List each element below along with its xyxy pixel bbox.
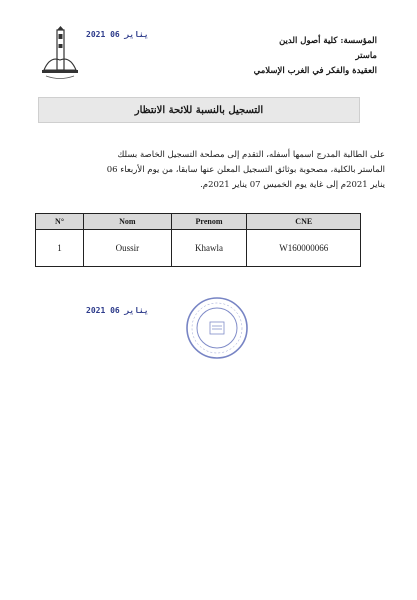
column-header-nom: Nom — [84, 214, 172, 230]
faculty-seal-icon — [184, 295, 250, 361]
column-header-prenom: Prenom — [171, 214, 247, 230]
cell-prenom: Khawla — [171, 230, 247, 267]
waiting-list-table — [35, 213, 361, 267]
specialty-name: العقيدة والفكر في الغرب الإسلامي — [253, 66, 377, 76]
date-stamp-top: 2021 يناير 06 — [86, 30, 149, 39]
program-name: ماستر — [355, 51, 377, 61]
faculty-logo-icon — [38, 26, 82, 88]
table-row — [36, 230, 361, 267]
notice-paragraph — [28, 148, 385, 193]
cell-number: 1 — [36, 230, 84, 267]
institution-name: المؤسسة: كلية أصول الدين — [279, 36, 377, 46]
cell-cne: W160000066 — [247, 230, 361, 267]
document-title: التسجيل بالنسبة للائحة الانتظار — [38, 97, 360, 123]
date-stamp-bottom: 2021 يناير 06 — [86, 306, 149, 315]
institution-header — [157, 34, 377, 79]
notice-line-3: يناير 2021م إلى غاية يوم الخميس 07 يناير 2021م. — [200, 180, 385, 190]
table-header-row — [36, 214, 361, 230]
column-header-number: N° — [36, 214, 84, 230]
column-header-cne: CNE — [247, 214, 361, 230]
cell-nom: Oussir — [84, 230, 172, 267]
notice-line-1: على الطالبة المدرج اسمها أسفله، التقدم إلى مصلحة التسجيل الخاصة بسلك — [117, 150, 385, 160]
notice-line-2: الماستر بالكلية، مصحوبة بوثائق التسجيل المعلن عنها سابقا، من يوم الأربعاء 06 — [106, 165, 385, 175]
